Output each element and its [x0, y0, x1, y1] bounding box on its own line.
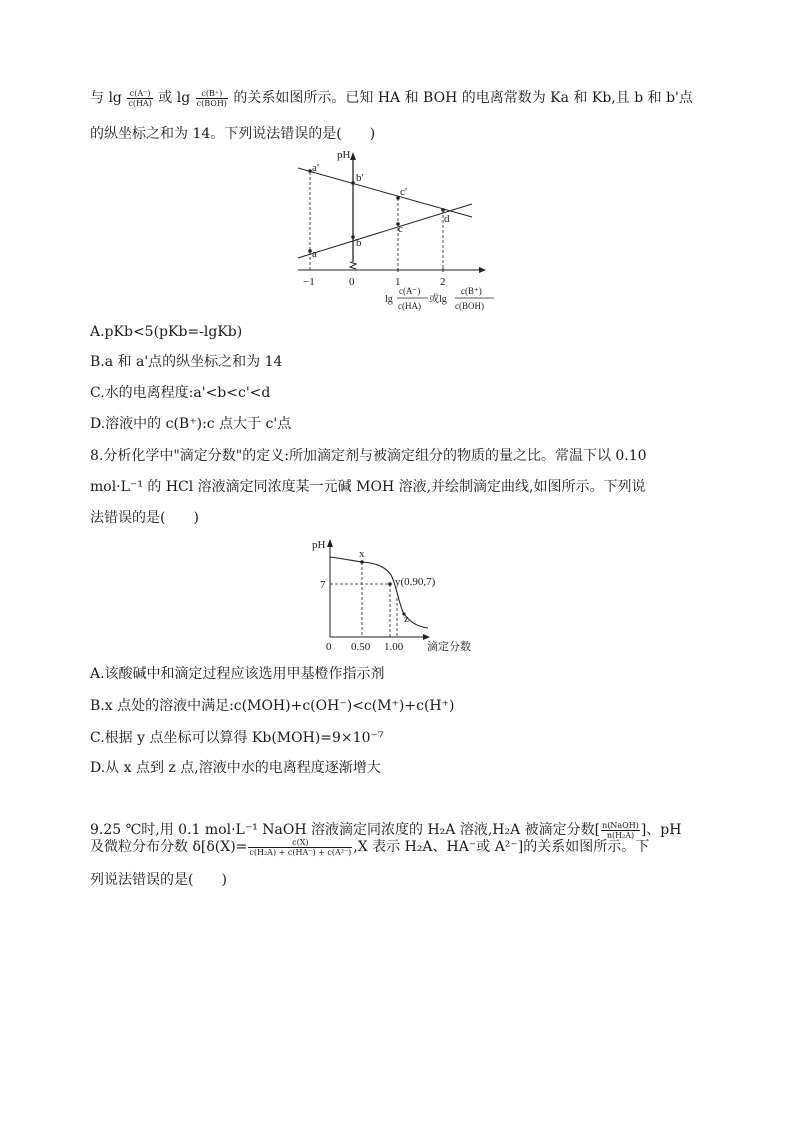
q9-fraction-titration: $\frac{\text{n(NaOH)}}{\text{n(H₂A)}}$: [602, 820, 639, 840]
label-z: z: [404, 613, 409, 625]
xlabel-a-num: c(A⁻): [399, 286, 421, 296]
q8-option-d: D.从 x 点到 z 点,溶液中水的电离程度逐渐增大: [90, 760, 381, 776]
label-b-prime: b′: [356, 172, 364, 184]
label-c-prime: c′: [400, 186, 408, 198]
q8-option-b: B.x 点处的溶液中满足:c(MOH)+c(OH⁻)<c(M⁺)+c(H⁺): [90, 698, 455, 714]
label-b: b: [356, 237, 362, 249]
line-aprime-d: [298, 168, 472, 217]
label-a: a: [312, 248, 317, 260]
label-c: c: [398, 223, 403, 235]
q8-y-axis-label: pH: [312, 539, 326, 551]
point-y: [388, 582, 392, 586]
q8-stem-line-2: mol·L⁻¹ 的 HCl 溶液滴定同浓度某一元碱 MOH 溶液,并绘制滴定曲线,如图所示。下列说: [90, 479, 646, 495]
q7-y-axis-label: pH: [337, 149, 351, 161]
q8-xtick-100: 1.00: [384, 641, 404, 653]
xlabel-or: 或lg: [429, 294, 447, 305]
q9-fraction-distribution: $\frac{c(X)}{\text{c(H₂A) + c(HA⁻) + c(A²⁻)}}$: [249, 837, 352, 857]
ratio-a-fraction: $\frac{c(A^-)}{c(HA)}$: [128, 88, 152, 108]
q8-stem-line-3: 法错误的是( ): [90, 510, 199, 526]
xlabel-b-den: c(BOH): [455, 301, 484, 311]
label-x: x: [359, 548, 365, 560]
q8-y-tick-7: 7: [320, 579, 326, 591]
q7-stem-line-1: 与 lg $\frac{c(A^-)}{c(HA)}$ 或 lg $\frac{c(B^+)}{\text{c(BOH)}}$ 的关系如图所示。已知 HA 和 BOH 的电离常数为 Ka 和 Kb,且 b 和 b'点: [90, 88, 693, 108]
q8-option-a: A.该酸碱中和滴定过程应该选用甲基橙作指示剂: [90, 666, 385, 682]
point-d: [441, 208, 445, 212]
xtick-0: 0: [349, 276, 355, 288]
label-a-prime: a′: [312, 162, 320, 174]
q7-figure: [290, 140, 500, 315]
point-b-prime: [351, 181, 355, 185]
xlabel-lg: lg: [385, 294, 393, 305]
q7-stem-line-2: 的纵坐标之和为 14。下列说法错误的是( ): [90, 126, 376, 142]
q7-option-a: A.pKb<5(pKb=-lgKb): [90, 324, 243, 340]
q8-figure: [305, 530, 485, 655]
xtick-minus1: −1: [303, 276, 315, 288]
q9-stem-line-1: 9.25 ℃时,用 0.1 mol·L⁻¹ NaOH 溶液滴定同浓度的 H₂A 溶液,H₂A 被滴定分数[ $\frac{\text{n(NaOH)}}{\text{n(H₂A)}}$ ]、pH: [90, 820, 682, 840]
q7-option-c: C.水的电离程度:a'<b<c'<d: [90, 385, 271, 401]
q8-x-axis-label: 滴定分数: [427, 641, 471, 653]
label-d: d: [444, 213, 450, 225]
q9-stem-line-2: 及微粒分布分数 δ[δ(X)= $\frac{c(X)}{\text{c(H₂A) + c(HA⁻) + c(A²⁻)}}$ ,X 表示 H₂A、HA⁻或 A²⁻]的关系如图所示。下: [90, 837, 650, 857]
titration-curve: [330, 557, 428, 628]
xtick-1: 1: [395, 276, 401, 288]
xtick-2: 2: [440, 276, 446, 288]
label-y: y(0.90,7): [395, 576, 436, 588]
q8-xtick-050: 0.50: [351, 641, 371, 653]
point-b: [351, 235, 355, 239]
xlabel-a-den: c(HA): [398, 301, 421, 311]
axis-break: [350, 262, 356, 269]
q7-option-b: B.a 和 a'点的纵坐标之和为 14: [90, 354, 283, 370]
q8-x-axis-arrow: [423, 634, 430, 640]
q8-xtick-0: 0: [326, 641, 332, 653]
point-x: [360, 560, 364, 564]
x-axis-arrow: [479, 267, 486, 273]
ratio-b-fraction: $\frac{c(B^+)}{\text{c(BOH)}}$: [196, 88, 227, 108]
xlabel-b-num: c(B⁺): [461, 286, 482, 296]
q7-option-d: D.溶液中的 c(B⁺):c 点大于 c'点: [90, 416, 292, 432]
q9-stem-line-3: 列说法错误的是( ): [90, 872, 227, 888]
y-axis-arrow: [350, 152, 356, 160]
q8-stem-line-1: 8.分析化学中"滴定分数"的定义:所加滴定剂与被滴定组分的物质的量之比。常温下以 0.10: [90, 448, 647, 464]
q8-option-c: C.根据 y 点坐标可以算得 Kb(MOH)=9×10⁻⁷: [90, 730, 384, 746]
q8-y-axis-arrow: [327, 539, 333, 547]
